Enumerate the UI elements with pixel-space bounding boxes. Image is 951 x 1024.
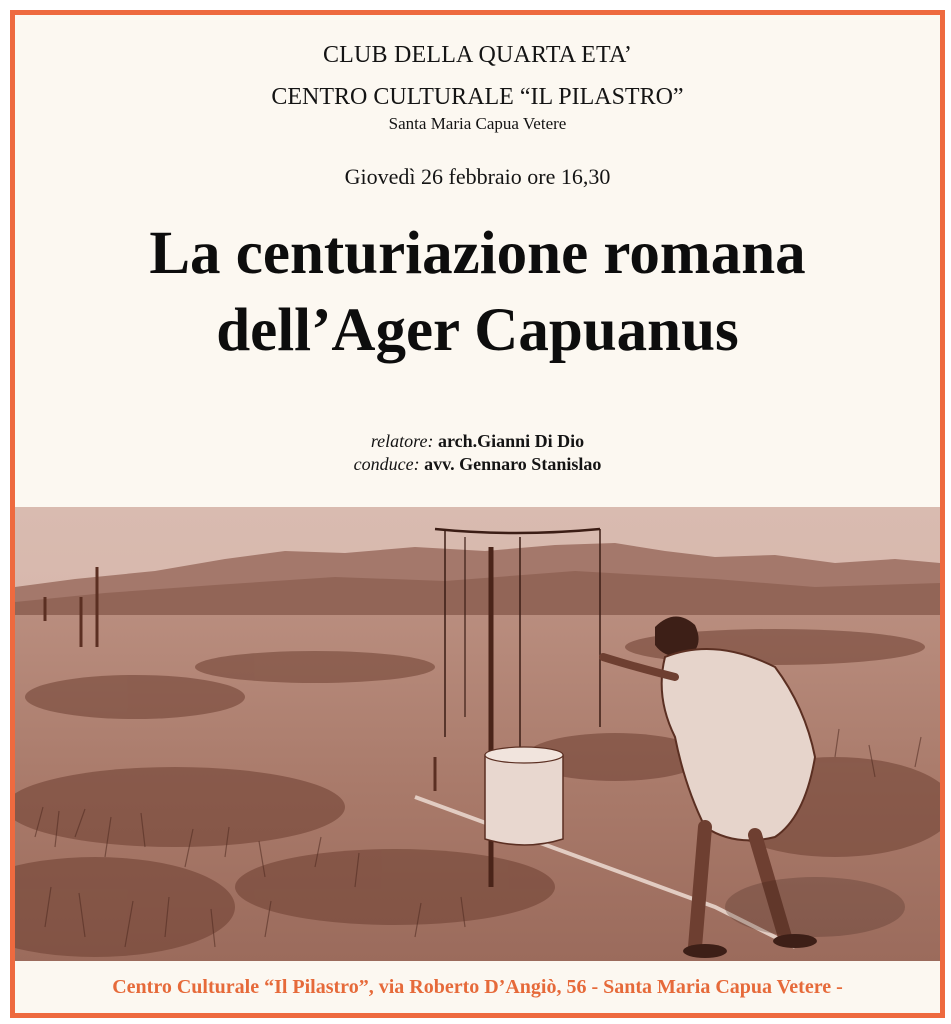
poster: [10, 10, 945, 1018]
host-label: conduce:: [353, 454, 420, 474]
speaker-credit: [15, 431, 940, 452]
speaker-name: arch.Gianni Di Dio: [437, 431, 585, 451]
event-title-line-2: dell’Ager Capuanus: [216, 297, 739, 364]
cultural-center-name: CENTRO CULTURALE “IL PILASTRO”: [271, 84, 684, 110]
club-name: CLUB DELLA QUARTA ETA’: [322, 42, 633, 68]
venue-address: Centro Culturale “Il Pilastro”, via Roberto D’Angiò, 56 - Santa Maria Capua Vetere -: [112, 976, 843, 998]
poster-footer: [15, 961, 940, 1013]
speaker-label: relatore:: [370, 431, 434, 451]
host-name: avv. Gennaro Stanislao: [424, 454, 602, 474]
host-credit: [15, 454, 940, 475]
event-title-line-1: La centuriazione romana: [149, 220, 806, 287]
city-name: Santa Maria Capua Vetere: [388, 114, 567, 133]
sepia-illustration-roman-surveyor: [15, 507, 940, 961]
event-date: Giovedì 26 febbraio ore 16,30: [344, 164, 611, 189]
stone-base: [485, 747, 563, 845]
poster-header: [15, 15, 940, 507]
